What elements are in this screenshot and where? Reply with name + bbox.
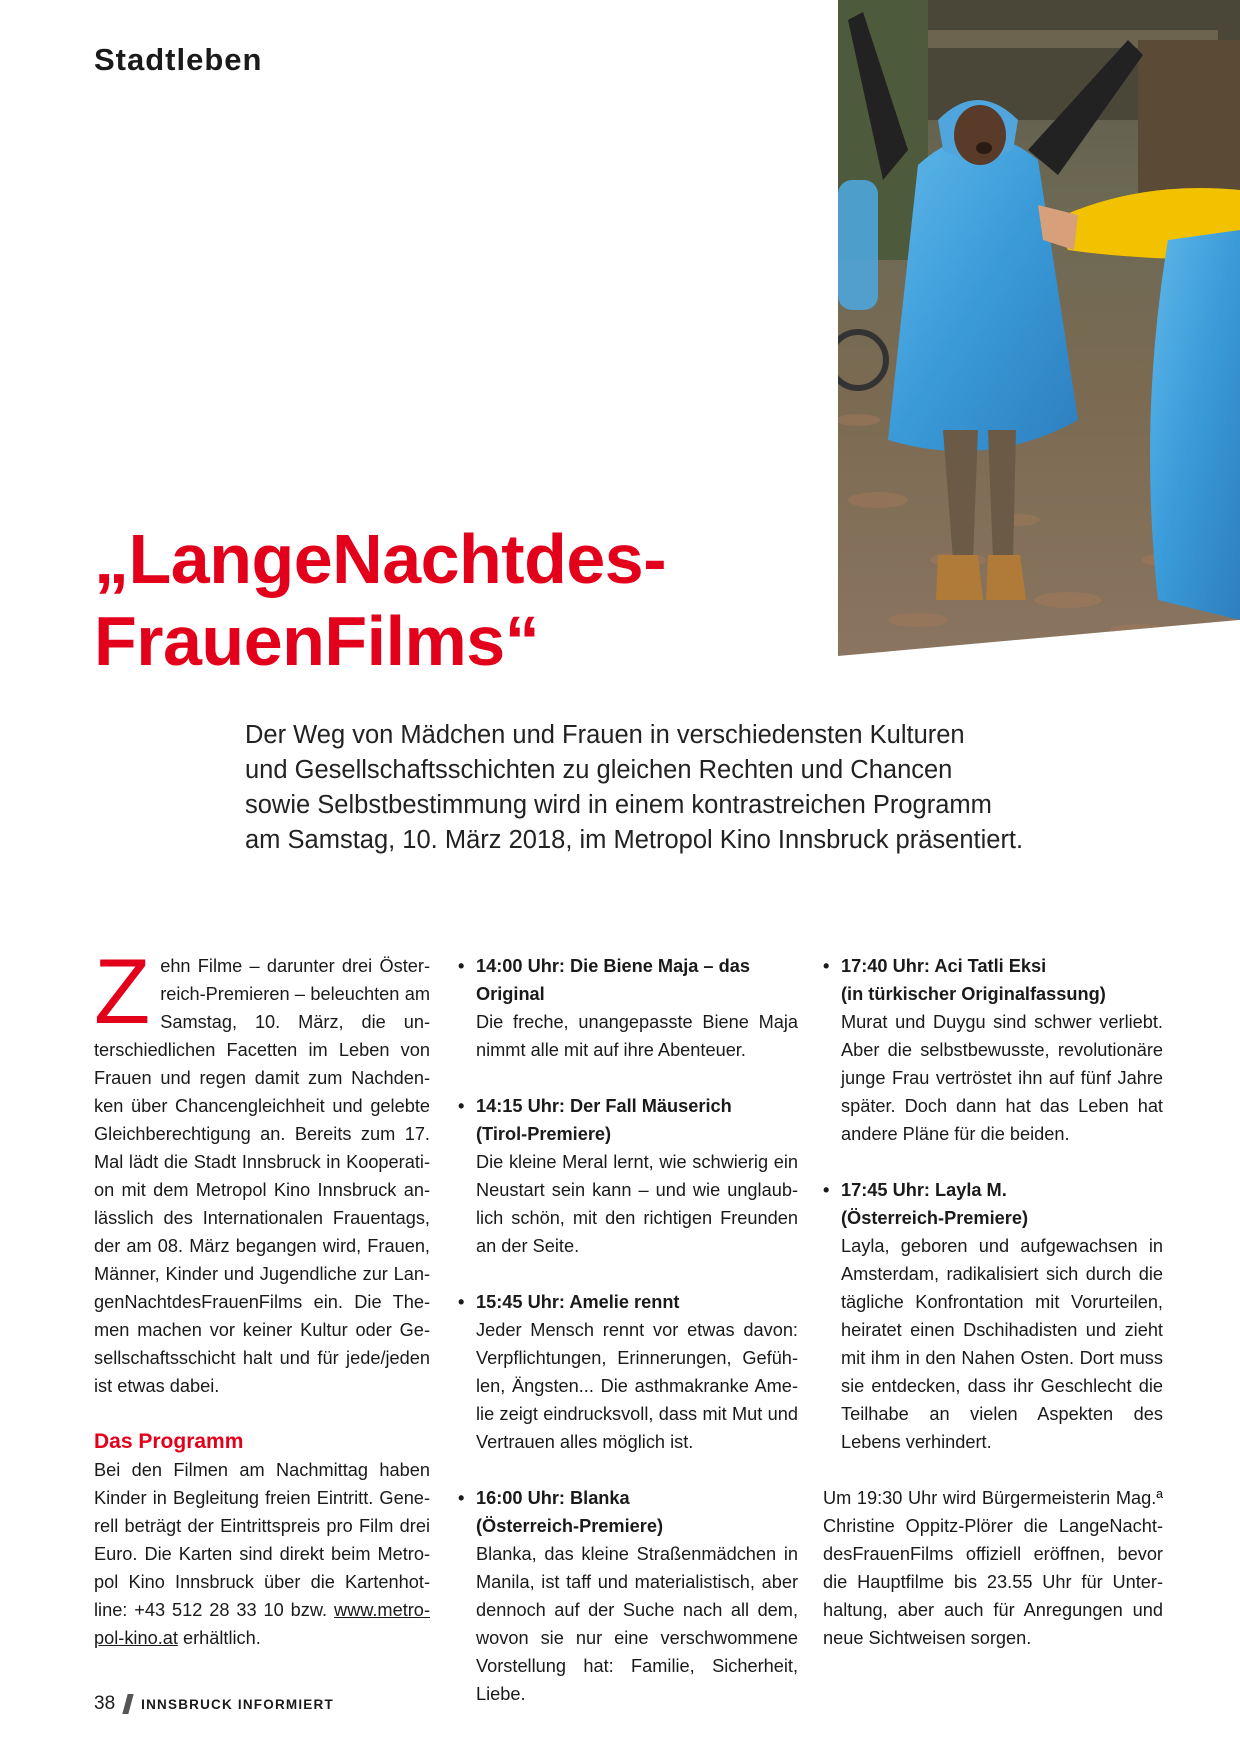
film-title (458, 1092, 798, 1120)
film-title-text: 17:40 Uhr: Aci Tatli Eksi (841, 956, 1047, 976)
bullet: • (458, 1292, 465, 1312)
headline (94, 518, 854, 682)
film-title-text: 16:00 Uhr: Blanka (476, 1488, 630, 1508)
film-description: Die kleine Meral lernt, wie schwierig ein Neustart sein kann – und wie unglaublich schön, mit den richtigen Freunden an der Seite. (476, 1152, 798, 1256)
lead-line: sowie Selbstbestimmung wird in einem kontrastreichen Programm (245, 791, 992, 819)
film-entry (458, 1092, 798, 1260)
closing-paragraph: Um 19:30 Uhr wird Bürgermeisterin Mag.ª Christine Oppitz-Plörer die LangeNachtdesFrauenFilms offiziell eröffnen, bevor die Hauptfilme bis 23.55 Uhr für Unterhaltung, aber auch für Anregungen und neue Sichtweisen sorgen. (823, 1488, 1163, 1648)
film-title (458, 1288, 798, 1316)
film-title (458, 1484, 798, 1512)
film-description: Blanka, das kleine Straßenmädchen in Manila, ist taff und materialistisch, aber dennoch auf der Suche nach all dem, wovon sie nur eine verschwommene Vorstellung hat: Familie, Sicherheit, Liebe. (476, 1544, 798, 1704)
film-premiere: (Tirol-Premiere) (476, 1124, 612, 1144)
film-title (823, 952, 1163, 980)
bullet: • (458, 956, 465, 976)
film-entry (458, 952, 798, 1064)
headline-text: „LangeNachtdes-FrauenFilms“ (94, 520, 667, 680)
film-entry (823, 952, 1163, 1148)
hero-photo (838, 0, 1240, 656)
column-2 (458, 952, 798, 1736)
film-description: Murat und Duygu sind schwer verliebt. Aber die selbstbewusste, revolutionäre junge Frau vertröstet ihn auf fünf Jahre später. Doch dann hat das Leben hat andere Pläne für die beiden. (841, 1012, 1163, 1144)
column-1 (94, 941, 430, 1652)
film-title-text: 14:15 Uhr: Der Fall Mäuserich (476, 1096, 732, 1116)
footer-slash-divider (122, 1694, 133, 1714)
page-footer (94, 1693, 334, 1715)
bullet: • (458, 1096, 465, 1116)
film-title (458, 952, 798, 1008)
film-description: Layla, geboren und aufgewachsen in Amsterdam, radikalisiert sich durch die tägliche Konfrontation mit Vorurteilen, heiratet einen Dschihadisten und zieht mit ihm in den Nahen Osten. Dort muss sie entdecken, dass ihr Geschlecht die Teilhabe an vielen Aspekten des Lebens verhindert. (841, 1236, 1163, 1452)
film-title-text: 17:45 Uhr: Layla M. (841, 1180, 1007, 1200)
hero-photo-illustration (838, 0, 1240, 656)
bullet: • (458, 1488, 465, 1508)
film-title (823, 1176, 1163, 1204)
programm-text: Bei den Filmen am Nachmittag haben Kinder in Begleitung freien Eintritt. Generell beträgt der Eintrittspreis pro Film drei Euro. Die Karten sind direkt beim Metropol Kino Innsbruck über die Kartenhotline: +43 512 28 33 10 bzw. (94, 1460, 430, 1620)
film-description: Jeder Mensch rennt vor etwas davon: Verpflichtungen, Erinnerungen, Gefühlen, Ängsten... Die asthmakranke Amelie zeigt eindrucksvoll, dass mit Mut und Vertrauen alles möglich ist. (476, 1320, 798, 1452)
lead-line: und Gesellschaftsschichten zu gleichen Rechten und Chancen (245, 756, 953, 784)
section-label: Stadtleben (94, 42, 263, 77)
lead-line: Der Weg von Mädchen und Frauen in verschiedensten Kulturen (245, 721, 965, 749)
film-premiere: (Österreich-Premiere) (841, 1208, 1029, 1228)
film-entry (458, 1484, 798, 1708)
programm-after: erhältlich. (177, 1628, 261, 1648)
film-title-text: 14:00 Uhr: Die Biene Maja – das Original (476, 956, 750, 1004)
film-entry (823, 1176, 1163, 1456)
magazine-name: INNSBRUCK INFORMIERT (141, 1696, 334, 1712)
film-entry (458, 1288, 798, 1456)
bullet: • (823, 956, 830, 976)
page-number: 38 (94, 1693, 116, 1714)
dropcap: Z (94, 941, 151, 1043)
bullet: • (823, 1180, 830, 1200)
film-title-text: 15:45 Uhr: Amelie rennt (476, 1292, 680, 1312)
film-premiere: (Österreich-Premiere) (476, 1516, 664, 1536)
metropol-kino-link[interactable]: www.metropol-kino.at (94, 1600, 430, 1648)
film-premiere: (in türkischer Originalfassung) (841, 984, 1106, 1004)
film-description: Die freche, unangepasste Biene Maja nimmt alle mit auf ihre Abenteuer. (476, 1012, 798, 1060)
lead-line: am Samstag, 10. März 2018, im Metropol Kino Innsbruck präsentiert. (245, 826, 1024, 854)
programm-heading: Das Programm (94, 1430, 244, 1453)
programm-paragraph (94, 1456, 430, 1652)
intro-text: ehn Filme – darunter drei Österreich-Premieren – beleuchten am Samstag, 10. März, die unterschiedlichen Facetten im Leben von Frauen und regen damit zum Nachdenken über Chancengleichheit und gelebte Gleichberechtigung an. Bereits zum 17. Mal lädt die Stadt Innsbruck in Kooperation mit dem Metropol Kino Innsbruck anlässlich des Internationalen Frauentags, der am 08. März begangen wird, Frauen, Männer, Kinder und Jugendliche zur LangenNachtdesFrauenFilms ein. Die Themen machen vor keiner Kultur oder Gesellschaftsschicht halt und für jede/jeden ist etwas dabei. (94, 956, 430, 1396)
column-3 (823, 952, 1163, 1652)
lead-paragraph (245, 718, 1025, 858)
intro-paragraph (94, 941, 430, 1400)
